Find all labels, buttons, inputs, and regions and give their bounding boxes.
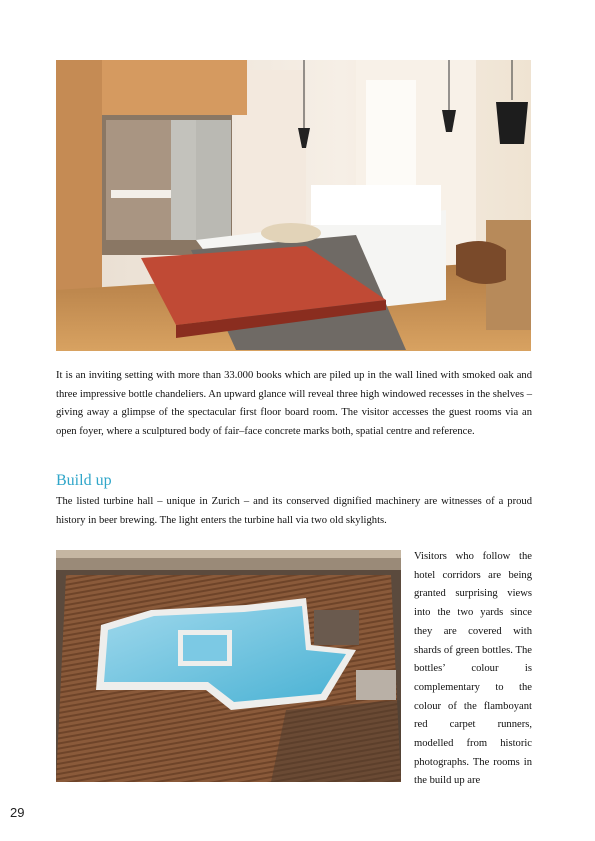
corridors-paragraph: Visitors who follow the hotel corridors are being granted surprising views into the two yards since they are covered with shards of green bottles. The bottles’ colour is complementary to the colour of the flamboyant red carpet runners, modelled from historic photographs. The rooms in the build up are — [414, 551, 532, 787]
section-heading: Build up — [56, 472, 112, 489]
turbine-hall-paragraph: The listed turbine hall – unique in Zurich – and its conserved dignified machinery are witnesses of a proud history in beer brewing. The light enters the turbine hall via two old skylights. — [56, 496, 532, 526]
rooftop-pool-aerial-photo — [56, 550, 401, 782]
hotel-bedroom-photo — [56, 60, 531, 351]
page-number: 29 — [10, 805, 25, 820]
intro-paragraph: It is an inviting setting with more than 33.000 books which are piled up in the wall lined with smoked oak and three impressive bottle chandeliers. An upward glance will reveal three high windowed recesses in the shelves – giving away a glimpse of the spectacular first floor board room. The visitor accesses the guest rooms via an open foyer, where a sculptured body of fair–face concrete marks both, spatial centre and reference. — [56, 370, 532, 437]
